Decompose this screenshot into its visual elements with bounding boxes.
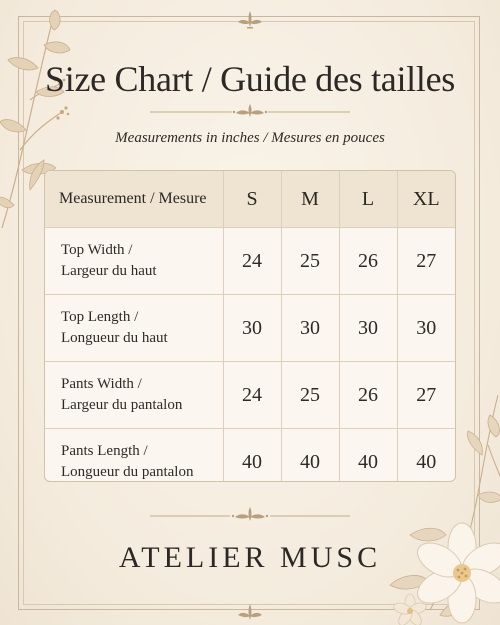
header-size-s: S xyxy=(223,171,281,228)
row-label-fr: Longueur du haut xyxy=(61,330,168,346)
header-measure: Measurement / Mesure xyxy=(45,171,223,228)
cell-value: 24 xyxy=(223,228,281,295)
row-label-en: Pants Length / xyxy=(61,443,148,459)
cell-value: 26 xyxy=(339,228,397,295)
table-row xyxy=(45,228,455,295)
row-label-fr: Longueur du pantalon xyxy=(61,464,194,480)
cell-value: 30 xyxy=(223,295,281,362)
table-header-row xyxy=(45,171,455,228)
fleur-ornament-icon xyxy=(238,11,262,31)
row-label-en: Top Length / xyxy=(61,309,139,325)
cell-value: 40 xyxy=(339,429,397,483)
fleur-ornament-icon xyxy=(238,604,262,624)
cell-value: 25 xyxy=(281,228,339,295)
header-size-l: L xyxy=(339,171,397,228)
cell-value: 27 xyxy=(397,228,455,295)
row-label-fr: Largeur du pantalon xyxy=(61,397,183,413)
cell-value: 40 xyxy=(223,429,281,483)
brand-name: ATELIER MUSC xyxy=(118,541,382,574)
row-label-en: Pants Width / xyxy=(61,376,142,392)
header-size-xl: XL xyxy=(397,171,455,228)
row-label-fr: Largeur du haut xyxy=(61,263,157,279)
cell-value: 40 xyxy=(281,429,339,483)
page-title: Size Chart / Guide des tailles xyxy=(45,59,455,99)
size-table xyxy=(44,170,456,482)
row-label-en: Top Width / xyxy=(61,242,133,258)
title-divider xyxy=(150,104,350,120)
brand-divider xyxy=(150,506,350,524)
row-label xyxy=(45,362,223,429)
table-row xyxy=(45,295,455,362)
cell-value: 24 xyxy=(223,362,281,429)
cell-value: 30 xyxy=(339,295,397,362)
row-label xyxy=(45,429,223,483)
cell-value: 40 xyxy=(397,429,455,483)
cell-value: 30 xyxy=(397,295,455,362)
table-row xyxy=(45,362,455,429)
header-size-m: M xyxy=(281,171,339,228)
row-label xyxy=(45,228,223,295)
cell-value: 27 xyxy=(397,362,455,429)
cell-value: 25 xyxy=(281,362,339,429)
subtitle: Measurements in inches / Mesures en pouces xyxy=(115,130,385,146)
row-label xyxy=(45,295,223,362)
cell-value: 30 xyxy=(281,295,339,362)
cell-value: 26 xyxy=(339,362,397,429)
table-row xyxy=(45,429,455,483)
